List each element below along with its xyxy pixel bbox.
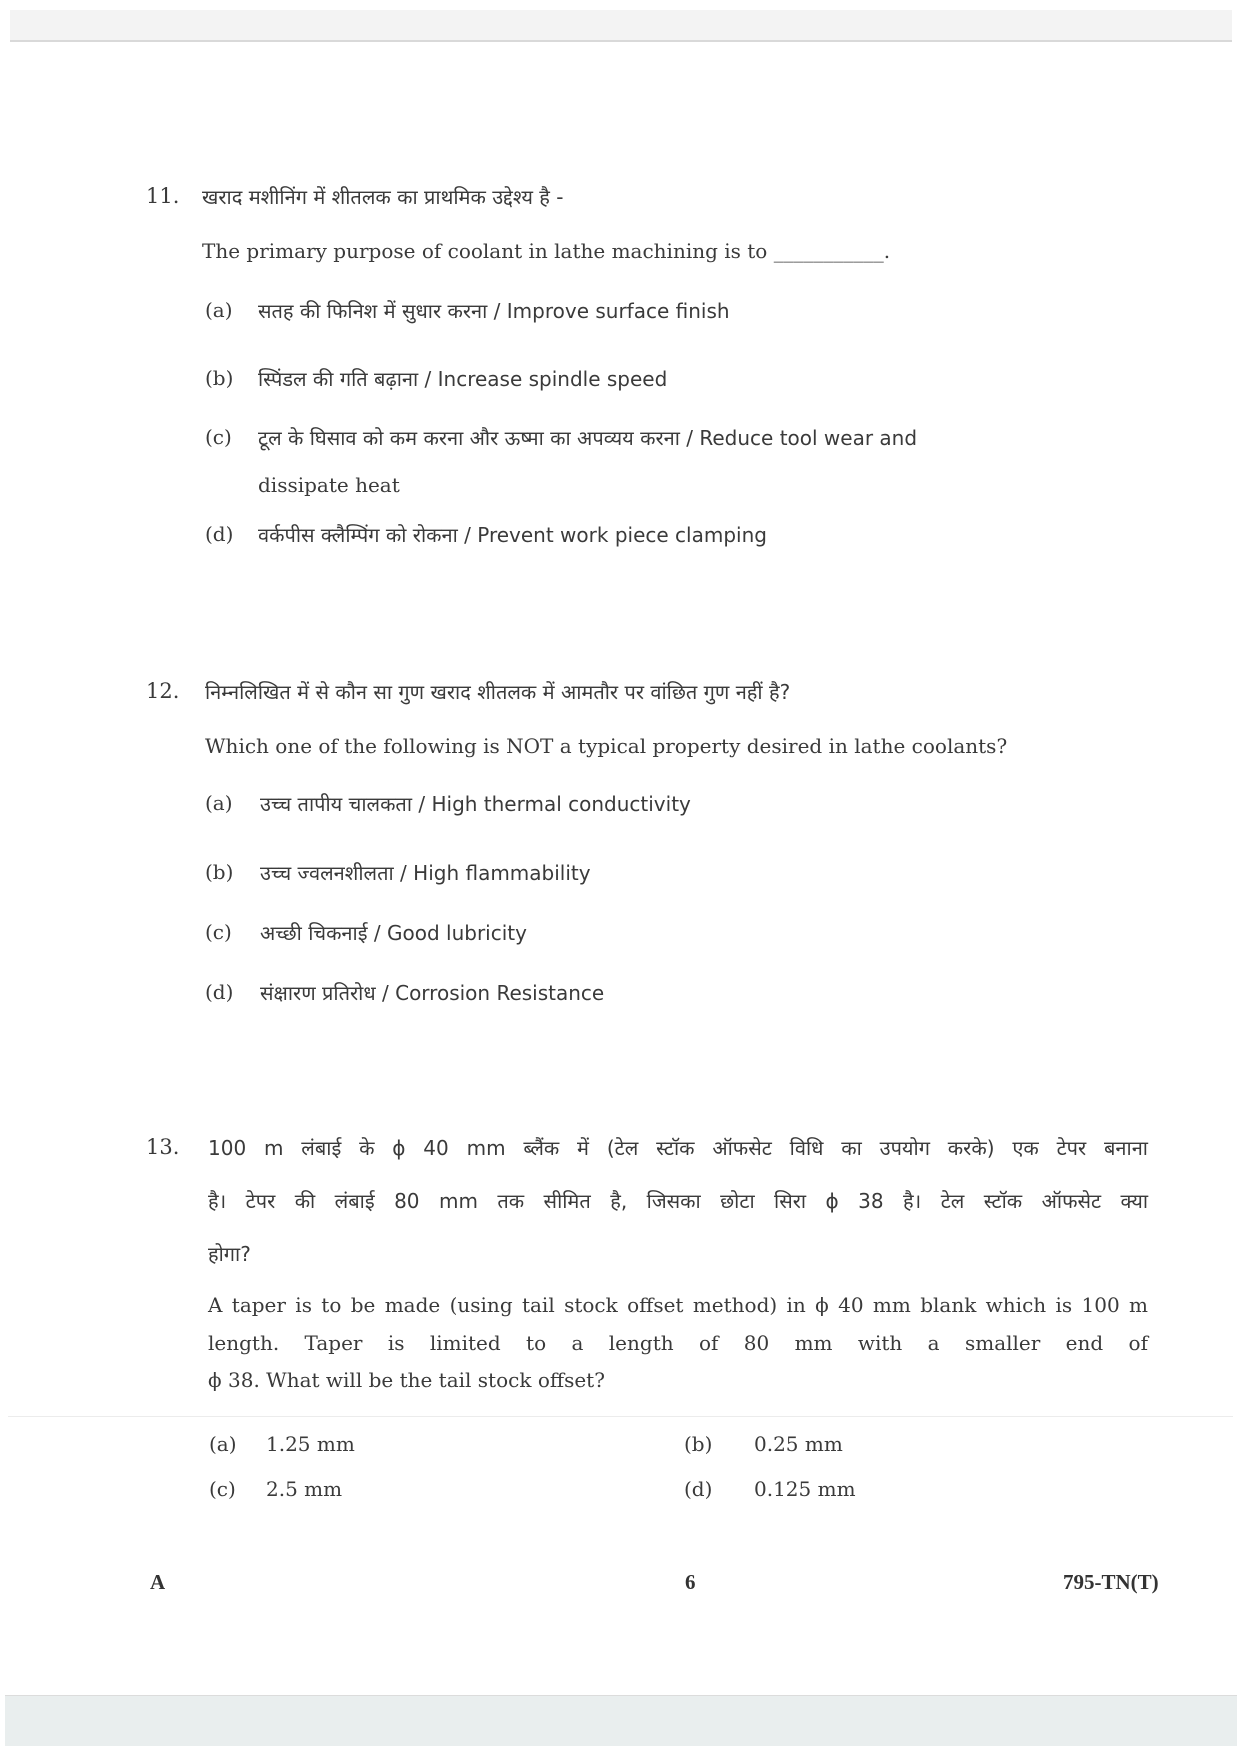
question-text-english-line-2: length. Taper is limited to a length of 80 mm with a smaller end of <box>208 1331 1148 1355</box>
option-label-b: (b) <box>205 860 234 884</box>
option-d[interactable]: वर्कपीस क्लैम्पिंग को रोकना / Prevent work piece clamping <box>258 523 767 547</box>
question-text-hindi-line-2: है। टेपर की लंबाई 80 mm तक सीमित है, जिसका छोटा सिरा ϕ 38 है। टेल स्टॉक ऑफसेट क्या <box>208 1189 1148 1213</box>
option-label-c: (c) <box>209 1477 236 1501</box>
option-b[interactable]: स्पिंडल की गति बढ़ाना / Increase spindle speed <box>258 367 668 391</box>
option-label-a: (a) <box>205 791 233 815</box>
option-label-b: (b) <box>684 1432 713 1456</box>
option-c[interactable]: अच्छी चिकनाई / Good lubricity <box>260 921 527 945</box>
question-text-hindi: खराद मशीनिंग में शीतलक का प्राथमिक उद्देश्य है - <box>202 185 564 209</box>
option-label-d: (d) <box>205 980 234 1004</box>
option-label-d: (d) <box>205 522 234 546</box>
question-text-hindi: निम्नलिखित में से कौन सा गुण खराद शीतलक में आमतौर पर वांछित गुण नहीं है? <box>205 680 791 704</box>
option-c[interactable]: टूल के घिसाव को कम करना और ऊष्मा का अपव्यय करना / Reduce tool wear and <box>258 426 918 450</box>
option-label-a: (a) <box>205 298 233 322</box>
footer-page-number: 6 <box>685 1570 696 1594</box>
question-text-english-line-1: A taper is to be made (using tail stock offset method) in ϕ 40 mm blank which is 100 m <box>208 1293 1148 1317</box>
option-label-b: (b) <box>205 366 234 390</box>
option-b[interactable]: उच्च ज्वलनशीलता / High flammability <box>260 861 591 885</box>
option-d[interactable]: 0.125 mm <box>754 1477 856 1501</box>
question-text-english: Which one of the following is NOT a typical property desired in lathe coolants? <box>205 734 1008 758</box>
option-d[interactable]: संक्षारण प्रतिरोध / Corrosion Resistance <box>260 981 605 1005</box>
footer-paper-code: 795-TN(T) <box>1063 1570 1159 1594</box>
question-text-english: The primary purpose of coolant in lathe machining is to ___________. <box>202 239 891 263</box>
question-text-english-line-3: ϕ 38. What will be the tail stock offset? <box>208 1368 605 1392</box>
question-number: 13. <box>146 1135 180 1159</box>
option-c[interactable]: 2.5 mm <box>266 1477 343 1501</box>
footer-set-letter: A <box>150 1570 166 1594</box>
option-a[interactable]: उच्च तापीय चालकता / High thermal conductivity <box>260 792 691 816</box>
scan-divider-line <box>8 1416 1233 1417</box>
option-label-a: (a) <box>209 1432 237 1456</box>
scan-top-band <box>10 10 1232 42</box>
option-a[interactable]: 1.25 mm <box>266 1432 355 1456</box>
option-a[interactable]: सतह की फिनिश में सुधार करना / Improve surface finish <box>258 299 730 323</box>
question-text-hindi-line-3: होगा? <box>208 1242 251 1266</box>
option-label-c: (c) <box>205 425 232 449</box>
question-number: 12. <box>146 679 180 703</box>
question-text-hindi-line-1: 100 m लंबाई के ϕ 40 mm ब्लैंक में (टेल स्टॉक ऑफसेट विधि का उपयोग करके) एक टेपर बनाना <box>208 1136 1148 1160</box>
option-b[interactable]: 0.25 mm <box>754 1432 843 1456</box>
option-label-c: (c) <box>205 920 232 944</box>
question-number: 11. <box>146 184 180 208</box>
option-label-d: (d) <box>684 1477 713 1501</box>
scan-bottom-band <box>5 1695 1237 1746</box>
option-c-continued: dissipate heat <box>258 473 400 497</box>
